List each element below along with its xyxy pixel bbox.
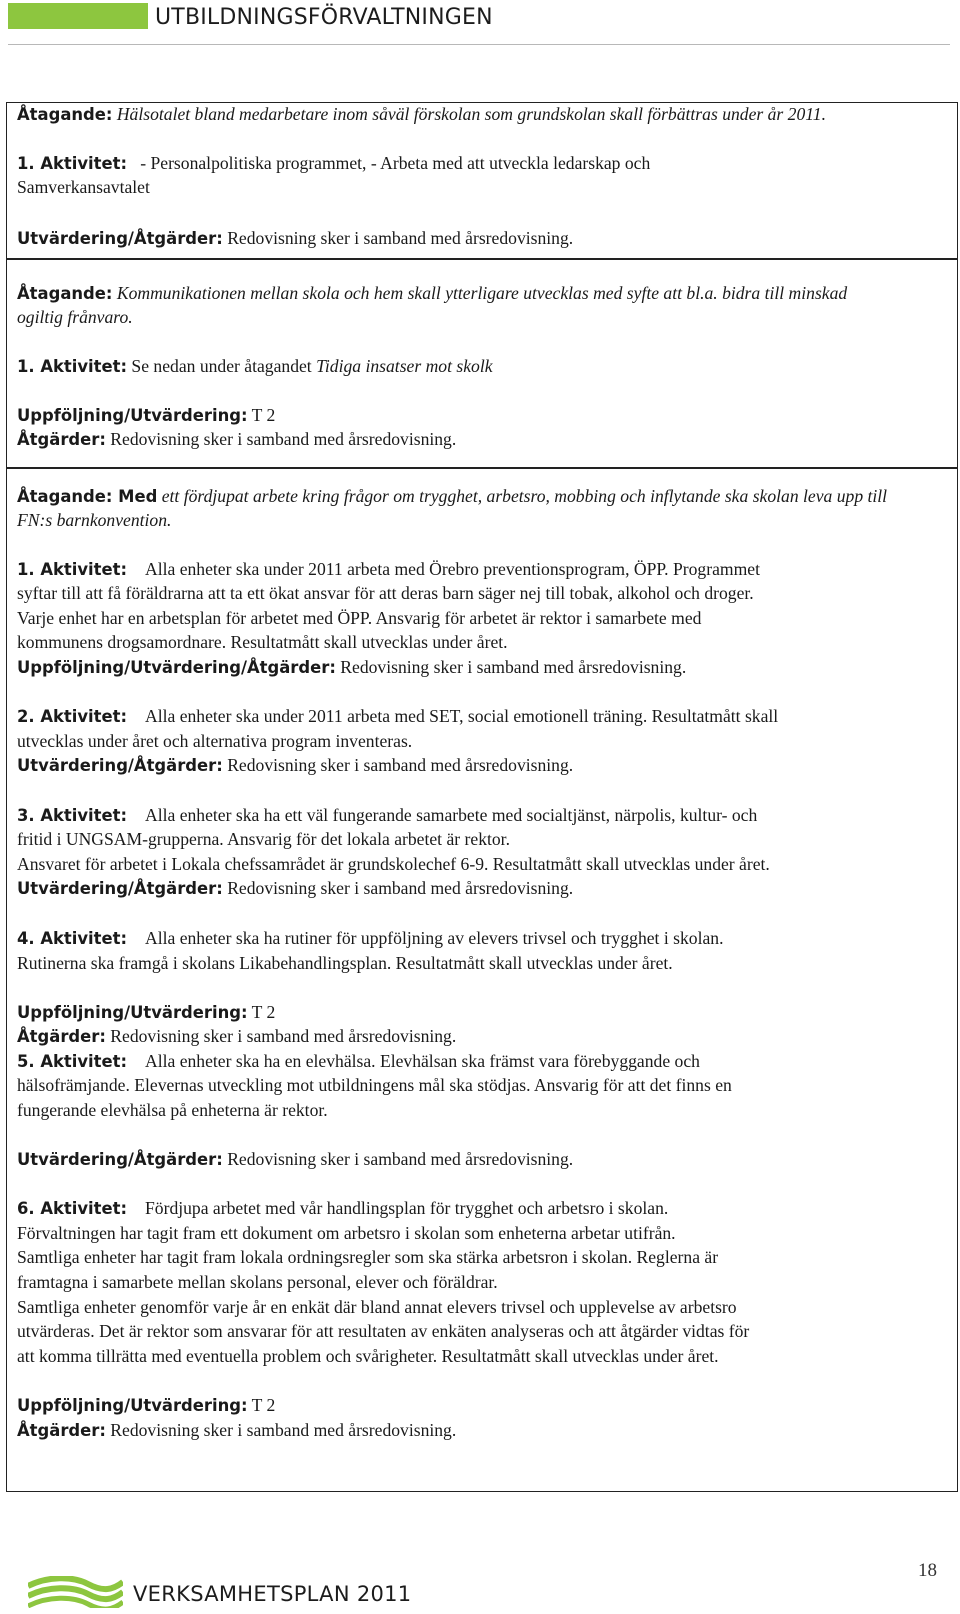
s2-commitment: Åtagande: Kommunikationen mellan skola och hem skall ytterligare utvecklas med syfte att bl.a. bidra till minskad [17,283,848,303]
a1-line3: Varje enhet har en arbetsplan för arbetet med ÖPP. Ansvarig för arbetet är rektor i samarbete med [17,608,702,628]
a4-line2: Rutinerna ska framgå i skolans Likabehandlingsplan. Resultatmått skall utvecklas under året. [17,953,673,973]
s3-commitment-cont: FN:s barnkonvention. [17,510,172,530]
a2-line2: utvecklas under året och alternativa program inventeras. [17,731,413,751]
a5-line1: 5. Aktivitet: Alla enheter ska ha en elevhälsa. Elevhälsan ska främst vara förebyggande och [17,1051,700,1071]
header-title: UTBILDNINGSFÖRVALTNINGEN [155,5,493,30]
page-number: 18 [918,1560,937,1581]
a1-followup: Uppföljning/Utvärdering/Åtgärder: Redovisning sker i samband med årsredovisning. [17,657,687,677]
header-divider [8,44,950,45]
a5-evaluation: Utvärdering/Åtgärder: Redovisning sker i samband med årsredovisning. [17,1149,574,1169]
header-green-bar [8,3,148,29]
a2-line1: 2. Aktivitet: Alla enheter ska under 2011 arbeta med SET, social emotionell träning. Resultatmått skall [17,706,779,726]
a3-line3: Ansvaret för arbetet i Lokala chefssamrådet är grundskolechef 6-9. Resultatmått skall utvecklas under året. [17,854,770,874]
a6-line3: Samtliga enheter har tagit fram lokala ordningsregler som ska stärka arbetsron i skolan. Reglerna är [17,1247,719,1267]
a3-line1: 3. Aktivitet: Alla enheter ska ha ett väl fungerande samarbete med socialtjänst, närpolis, kultur- och [17,805,758,825]
s1-activity: 1. Aktivitet: - Personalpolitiska programmet, - Arbeta med att utveckla ledarskap och [17,153,651,173]
a4-line1: 4. Aktivitet: Alla enheter ska ha rutiner för uppföljning av elevers trivsel och trygghet i skolan. [17,928,724,948]
a6-line1: 6. Aktivitet: Fördjupa arbetet med vår handlingsplan för trygghet och arbetsro i skolan. [17,1198,669,1218]
a6-line4: framtagna i samarbete mellan skolans personal, elever och föräldrar. [17,1272,498,1292]
s2-activity: 1. Aktivitet: Se nedan under åtagandet Tidiga insatser mot skolk [17,356,493,376]
a6-line2: Förvaltningen har tagit fram ett dokument om arbetsro i skolan som enheterna arbetar utifrån. [17,1223,676,1243]
a3-evaluation: Utvärdering/Åtgärder: Redovisning sker i samband med årsredovisning. [17,878,574,898]
page-header [8,3,948,33]
a6-line5: Samtliga enheter genomför varje år en enkät där bland annat elevers trivsel och upplevelse av arbetsro [17,1297,737,1317]
a4-followup: Uppföljning/Utvärdering: T 2 [17,1002,276,1022]
a3-line2: fritid i UNGSAM-grupperna. Ansvarig för det lokala arbetet är rektor. [17,829,510,849]
a1-line4: kommunens drogsamordnare. Resultatmått skall utvecklas under året. [17,632,508,652]
a1-line1: 1. Aktivitet: Alla enheter ska under 2011 arbeta med Örebro preventionsprogram, ÖPP. Programmet [17,559,760,579]
a5-line2: hälsofrämjande. Elevernas utveckling mot utbildningens mål ska stödjas. Ansvarig för att det finns en [17,1075,732,1095]
s2-commitment-cont: ogiltig frånvaro. [17,307,133,327]
a6-line7: att komma tillrätta med eventuella problem och svårigheter. Resultatmått skall utvecklas under året. [17,1346,719,1366]
s1-activity-cont: Samverkansavtalet [17,177,150,197]
a4-measures: Åtgärder: Redovisning sker i samband med årsredovisning. [17,1026,457,1046]
s2-measures: Åtgärder: Redovisning sker i samband med årsredovisning. [17,429,457,449]
s1-evaluation: Utvärdering/Åtgärder: Redovisning sker i samband med årsredovisning. [17,228,574,248]
wave-logo-icon [28,1576,123,1608]
s1-commitment: Åtagande: Hälsotalet bland medarbetare inom såväl förskolan som grundskolan skall förbättras under år 2011. [17,104,826,124]
a2-evaluation: Utvärdering/Åtgärder: Redovisning sker i samband med årsredovisning. [17,755,574,775]
a6-followup: Uppföljning/Utvärdering: T 2 [17,1395,276,1415]
a1-line2: syftar till att få föräldrarna att ta ett ökat ansvar för att deras barn säger nej till tobak, alkohol och droger. [17,583,754,603]
a5-line3: fungerande elevhälsa på enheterna är rektor. [17,1100,328,1120]
footer-title: VERKSAMHETSPLAN 2011 [133,1582,412,1606]
s2-followup: Uppföljning/Utvärdering: T 2 [17,405,276,425]
a6-line6: utvärderas. Det är rektor som ansvarar för att resultaten av enkäten analyseras och att åtgärder vidtas för [17,1321,750,1341]
s3-commitment: Åtagande: Med ett fördjupat arbete kring frågor om trygghet, arbetsro, mobbing och inflytande ska skolan leva upp till [17,486,888,506]
a6-measures: Åtgärder: Redovisning sker i samband med årsredovisning. [17,1420,457,1440]
